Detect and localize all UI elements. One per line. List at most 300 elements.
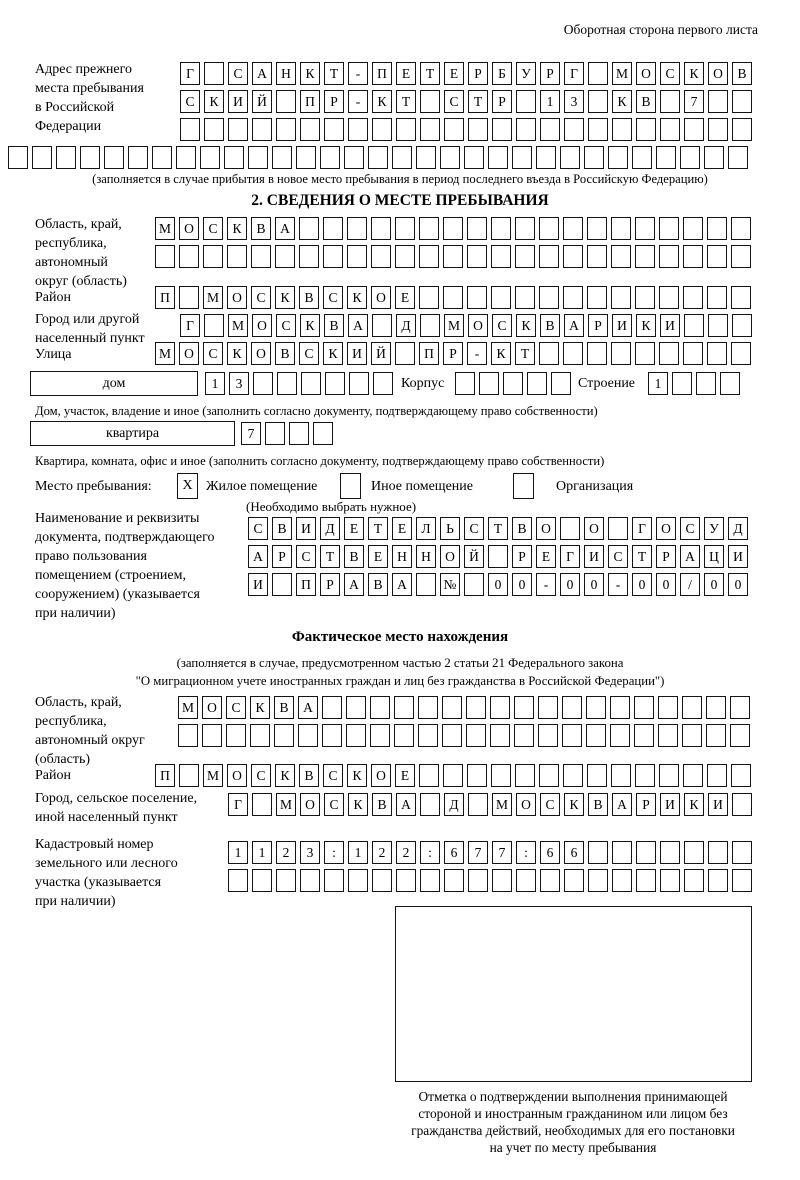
char-box[interactable] [731,764,751,787]
char-box[interactable] [730,696,750,719]
char-box[interactable]: О [536,517,556,540]
char-box[interactable]: Е [392,517,412,540]
char-box[interactable] [347,245,367,268]
char-box[interactable]: С [660,62,680,85]
char-box[interactable]: 0 [704,573,724,596]
char-box[interactable] [442,724,462,747]
char-box[interactable] [608,517,628,540]
char-box[interactable]: Ц [704,545,724,568]
char-box[interactable] [720,372,740,395]
char-box[interactable]: Р [443,342,463,365]
ownership-doc-row-2[interactable] [248,545,748,568]
char-box[interactable]: 0 [488,573,508,596]
char-box[interactable]: : [324,841,344,864]
char-box[interactable]: 0 [560,573,580,596]
char-box[interactable] [251,245,271,268]
char-box[interactable]: А [348,314,368,337]
char-box[interactable] [536,146,556,169]
char-box[interactable]: Й [371,342,391,365]
actual-region-row-2[interactable] [178,724,750,747]
char-box[interactable]: К [275,764,295,787]
char-box[interactable] [610,724,630,747]
ownership-doc-row-3[interactable] [248,573,748,596]
char-box[interactable]: Д [728,517,748,540]
char-box[interactable] [299,245,319,268]
char-box[interactable] [491,245,511,268]
char-box[interactable]: 1 [205,372,225,395]
district-row[interactable] [155,286,751,309]
char-box[interactable] [683,764,703,787]
char-box[interactable] [325,372,345,395]
char-box[interactable] [443,217,463,240]
char-box[interactable]: 2 [276,841,296,864]
char-box[interactable]: К [227,342,247,365]
char-box[interactable] [684,869,704,892]
char-box[interactable] [322,696,342,719]
char-box[interactable]: А [680,545,700,568]
char-box[interactable]: М [492,793,512,816]
char-box[interactable] [564,118,584,141]
char-box[interactable]: Е [344,517,364,540]
char-box[interactable]: Г [180,314,200,337]
char-box[interactable]: К [227,217,247,240]
char-box[interactable]: К [250,696,270,719]
char-box[interactable] [612,841,632,864]
char-box[interactable] [491,217,511,240]
char-box[interactable] [635,764,655,787]
char-box[interactable]: К [684,62,704,85]
char-box[interactable]: Е [395,286,415,309]
char-box[interactable] [659,245,679,268]
char-box[interactable]: 1 [252,841,272,864]
char-box[interactable] [588,841,608,864]
char-box[interactable] [730,724,750,747]
char-box[interactable] [320,146,340,169]
char-box[interactable] [368,146,388,169]
char-box[interactable]: 7 [684,90,704,113]
char-box[interactable]: А [392,573,412,596]
char-box[interactable]: С [226,696,246,719]
char-box[interactable]: О [656,517,676,540]
char-box[interactable] [516,869,536,892]
char-box[interactable]: № [440,573,460,596]
char-box[interactable] [731,245,751,268]
char-box[interactable]: И [584,545,604,568]
char-box[interactable] [418,696,438,719]
char-box[interactable] [301,372,321,395]
char-box[interactable]: М [444,314,464,337]
char-box[interactable] [80,146,100,169]
char-box[interactable] [227,245,247,268]
char-box[interactable] [104,146,124,169]
char-box[interactable]: И [248,573,268,596]
char-box[interactable]: С [228,62,248,85]
char-box[interactable]: С [180,90,200,113]
char-box[interactable] [372,118,392,141]
char-box[interactable] [467,286,487,309]
char-box[interactable] [396,869,416,892]
char-box[interactable] [636,841,656,864]
char-box[interactable] [635,342,655,365]
char-box[interactable] [706,696,726,719]
char-box[interactable] [443,286,463,309]
char-box[interactable] [372,314,392,337]
char-box[interactable] [443,764,463,787]
char-box[interactable] [346,724,366,747]
char-box[interactable] [152,146,172,169]
char-box[interactable] [296,146,316,169]
char-box[interactable]: - [608,573,628,596]
char-box[interactable] [420,90,440,113]
char-box[interactable] [706,724,726,747]
char-box[interactable] [563,245,583,268]
char-box[interactable]: М [155,217,175,240]
char-box[interactable] [707,245,727,268]
char-box[interactable]: М [155,342,175,365]
char-box[interactable] [348,869,368,892]
char-box[interactable] [488,545,508,568]
char-box[interactable]: Т [420,62,440,85]
char-box[interactable] [634,724,654,747]
char-box[interactable]: У [704,517,724,540]
char-box[interactable]: С [203,217,223,240]
char-box[interactable] [684,314,704,337]
char-box[interactable]: 2 [372,841,392,864]
char-box[interactable] [560,146,580,169]
char-box[interactable]: Т [515,342,535,365]
char-box[interactable]: М [178,696,198,719]
char-box[interactable]: К [348,793,368,816]
char-box[interactable] [527,372,547,395]
char-box[interactable] [656,146,676,169]
char-box[interactable] [683,245,703,268]
char-box[interactable]: М [612,62,632,85]
char-box[interactable]: Г [560,545,580,568]
char-box[interactable] [503,372,523,395]
char-box[interactable] [563,342,583,365]
char-box[interactable]: В [512,517,532,540]
char-box[interactable]: О [227,286,247,309]
char-box[interactable]: 3 [300,841,320,864]
char-box[interactable] [634,696,654,719]
char-box[interactable] [492,869,512,892]
char-box[interactable] [176,146,196,169]
char-box[interactable] [564,869,584,892]
char-box[interactable] [228,869,248,892]
char-box[interactable]: Р [272,545,292,568]
char-box[interactable] [444,869,464,892]
char-box[interactable] [371,217,391,240]
char-box[interactable]: С [251,764,271,787]
char-box[interactable] [200,146,220,169]
char-box[interactable]: О [202,696,222,719]
char-box[interactable]: Ь [440,517,460,540]
char-box[interactable] [708,869,728,892]
char-box[interactable] [540,118,560,141]
char-box[interactable]: К [636,314,656,337]
char-box[interactable] [466,724,486,747]
char-box[interactable] [539,764,559,787]
char-box[interactable] [248,146,268,169]
char-box[interactable]: О [708,62,728,85]
char-box[interactable]: О [179,217,199,240]
char-box[interactable] [204,62,224,85]
char-box[interactable] [252,793,272,816]
char-box[interactable] [587,217,607,240]
cadastral-row-2[interactable] [228,869,752,892]
char-box[interactable] [289,422,309,445]
char-box[interactable]: Р [588,314,608,337]
street-row[interactable] [155,342,751,365]
city-row[interactable] [180,314,752,337]
char-box[interactable] [587,286,607,309]
char-box[interactable] [276,90,296,113]
region-row-2[interactable] [155,245,751,268]
char-box[interactable] [420,314,440,337]
char-box[interactable]: Т [324,62,344,85]
char-box[interactable] [683,286,703,309]
char-box[interactable] [539,286,559,309]
char-box[interactable] [204,314,224,337]
char-box[interactable]: В [732,62,752,85]
char-box[interactable] [635,245,655,268]
char-box[interactable] [468,793,488,816]
char-box[interactable] [416,146,436,169]
char-box[interactable]: С [248,517,268,540]
char-box[interactable] [274,724,294,747]
char-box[interactable] [732,314,752,337]
char-box[interactable] [491,764,511,787]
char-box[interactable] [588,118,608,141]
char-box[interactable] [611,245,631,268]
char-box[interactable] [276,118,296,141]
char-box[interactable]: Т [468,90,488,113]
char-box[interactable] [370,724,390,747]
char-box[interactable] [683,217,703,240]
char-box[interactable]: М [203,286,223,309]
char-box[interactable]: В [324,314,344,337]
char-box[interactable] [419,764,439,787]
char-box[interactable]: 1 [348,841,368,864]
char-box[interactable]: 1 [228,841,248,864]
char-box[interactable]: Д [320,517,340,540]
char-box[interactable]: К [516,314,536,337]
region-row-1[interactable] [155,217,751,240]
char-box[interactable] [419,217,439,240]
char-box[interactable] [324,869,344,892]
char-box[interactable]: В [272,517,292,540]
char-box[interactable] [584,146,604,169]
char-box[interactable] [515,245,535,268]
char-box[interactable] [420,869,440,892]
char-box[interactable]: И [612,314,632,337]
char-box[interactable] [464,573,484,596]
char-box[interactable] [683,342,703,365]
stroenie-cells[interactable] [648,372,740,395]
char-box[interactable]: А [612,793,632,816]
stay-option-organization-checkbox[interactable] [513,473,534,499]
char-box[interactable] [696,372,716,395]
char-box[interactable]: Н [276,62,296,85]
char-box[interactable] [8,146,28,169]
char-box[interactable]: С [323,286,343,309]
char-box[interactable]: - [348,62,368,85]
char-box[interactable] [707,217,727,240]
char-box[interactable] [276,869,296,892]
char-box[interactable] [265,422,285,445]
ownership-doc-row-1[interactable] [248,517,748,540]
char-box[interactable] [563,286,583,309]
char-box[interactable]: 1 [540,90,560,113]
char-box[interactable] [467,764,487,787]
char-box[interactable]: Р [492,90,512,113]
char-box[interactable] [636,118,656,141]
char-box[interactable] [515,286,535,309]
char-box[interactable]: Р [324,90,344,113]
apartment-cells[interactable] [241,422,333,445]
char-box[interactable]: И [660,793,680,816]
char-box[interactable]: А [564,314,584,337]
char-box[interactable]: - [536,573,556,596]
char-box[interactable] [658,696,678,719]
char-box[interactable] [588,62,608,85]
char-box[interactable] [275,245,295,268]
char-box[interactable] [203,245,223,268]
char-box[interactable] [272,573,292,596]
char-box[interactable]: В [299,764,319,787]
char-box[interactable]: И [660,314,680,337]
char-box[interactable]: 6 [564,841,584,864]
char-box[interactable] [587,245,607,268]
stay-option-residential-checkbox[interactable]: X [177,473,198,499]
char-box[interactable]: К [564,793,584,816]
char-box[interactable] [563,217,583,240]
char-box[interactable] [128,146,148,169]
char-box[interactable]: П [155,286,175,309]
char-box[interactable] [313,422,333,445]
char-box[interactable] [178,724,198,747]
char-box[interactable] [704,146,724,169]
char-box[interactable]: Е [395,764,415,787]
char-box[interactable]: И [296,517,316,540]
char-box[interactable] [732,793,752,816]
char-box[interactable]: А [396,793,416,816]
char-box[interactable]: Р [320,573,340,596]
char-box[interactable] [540,869,560,892]
char-box[interactable] [394,696,414,719]
char-box[interactable] [468,118,488,141]
char-box[interactable] [635,286,655,309]
char-box[interactable]: 7 [241,422,261,445]
char-box[interactable] [539,217,559,240]
char-box[interactable] [395,217,415,240]
char-box[interactable]: А [248,545,268,568]
char-box[interactable]: Р [468,62,488,85]
char-box[interactable] [660,869,680,892]
prev-address-row-4[interactable] [8,146,748,169]
char-box[interactable]: 0 [656,573,676,596]
char-box[interactable] [440,146,460,169]
char-box[interactable] [732,869,752,892]
char-box[interactable] [322,724,342,747]
char-box[interactable] [479,372,499,395]
char-box[interactable]: 7 [468,841,488,864]
actual-district-row[interactable] [155,764,751,787]
char-box[interactable] [272,146,292,169]
char-box[interactable]: 0 [728,573,748,596]
char-box[interactable] [610,696,630,719]
char-box[interactable]: Г [180,62,200,85]
char-box[interactable] [392,146,412,169]
char-box[interactable] [464,146,484,169]
char-box[interactable] [224,146,244,169]
char-box[interactable]: Е [396,62,416,85]
char-box[interactable] [512,146,532,169]
char-box[interactable] [370,696,390,719]
char-box[interactable]: С [540,793,560,816]
char-box[interactable] [707,286,727,309]
char-box[interactable] [516,90,536,113]
char-box[interactable]: С [444,90,464,113]
char-box[interactable]: С [680,517,700,540]
char-box[interactable] [490,724,510,747]
char-box[interactable] [708,90,728,113]
char-box[interactable]: К [684,793,704,816]
char-box[interactable] [299,217,319,240]
char-box[interactable] [442,696,462,719]
char-box[interactable] [659,764,679,787]
char-box[interactable] [611,342,631,365]
char-box[interactable] [250,724,270,747]
actual-region-row-1[interactable] [178,696,750,719]
char-box[interactable]: С [296,545,316,568]
char-box[interactable]: 2 [396,841,416,864]
char-box[interactable]: Д [396,314,416,337]
actual-city-row[interactable] [228,793,752,816]
char-box[interactable] [708,841,728,864]
char-box[interactable]: Т [632,545,652,568]
char-box[interactable] [488,146,508,169]
char-box[interactable] [684,118,704,141]
char-box[interactable]: Р [512,545,532,568]
char-box[interactable] [466,696,486,719]
char-box[interactable]: 0 [512,573,532,596]
char-box[interactable] [179,286,199,309]
char-box[interactable]: С [492,314,512,337]
char-box[interactable]: О [252,314,272,337]
char-box[interactable]: П [296,573,316,596]
char-box[interactable]: 3 [564,90,584,113]
char-box[interactable] [349,372,369,395]
char-box[interactable] [515,764,535,787]
char-box[interactable]: К [612,90,632,113]
char-box[interactable]: В [372,793,392,816]
char-box[interactable] [684,841,704,864]
char-box[interactable]: Т [488,517,508,540]
char-box[interactable]: В [540,314,560,337]
char-box[interactable] [635,217,655,240]
char-box[interactable]: И [728,545,748,568]
char-box[interactable] [179,245,199,268]
char-box[interactable]: Г [228,793,248,816]
char-box[interactable] [443,245,463,268]
char-box[interactable] [372,869,392,892]
char-box[interactable]: 6 [444,841,464,864]
char-box[interactable]: К [204,90,224,113]
char-box[interactable]: Б [492,62,512,85]
prev-address-row-3[interactable] [180,118,752,141]
char-box[interactable] [588,90,608,113]
